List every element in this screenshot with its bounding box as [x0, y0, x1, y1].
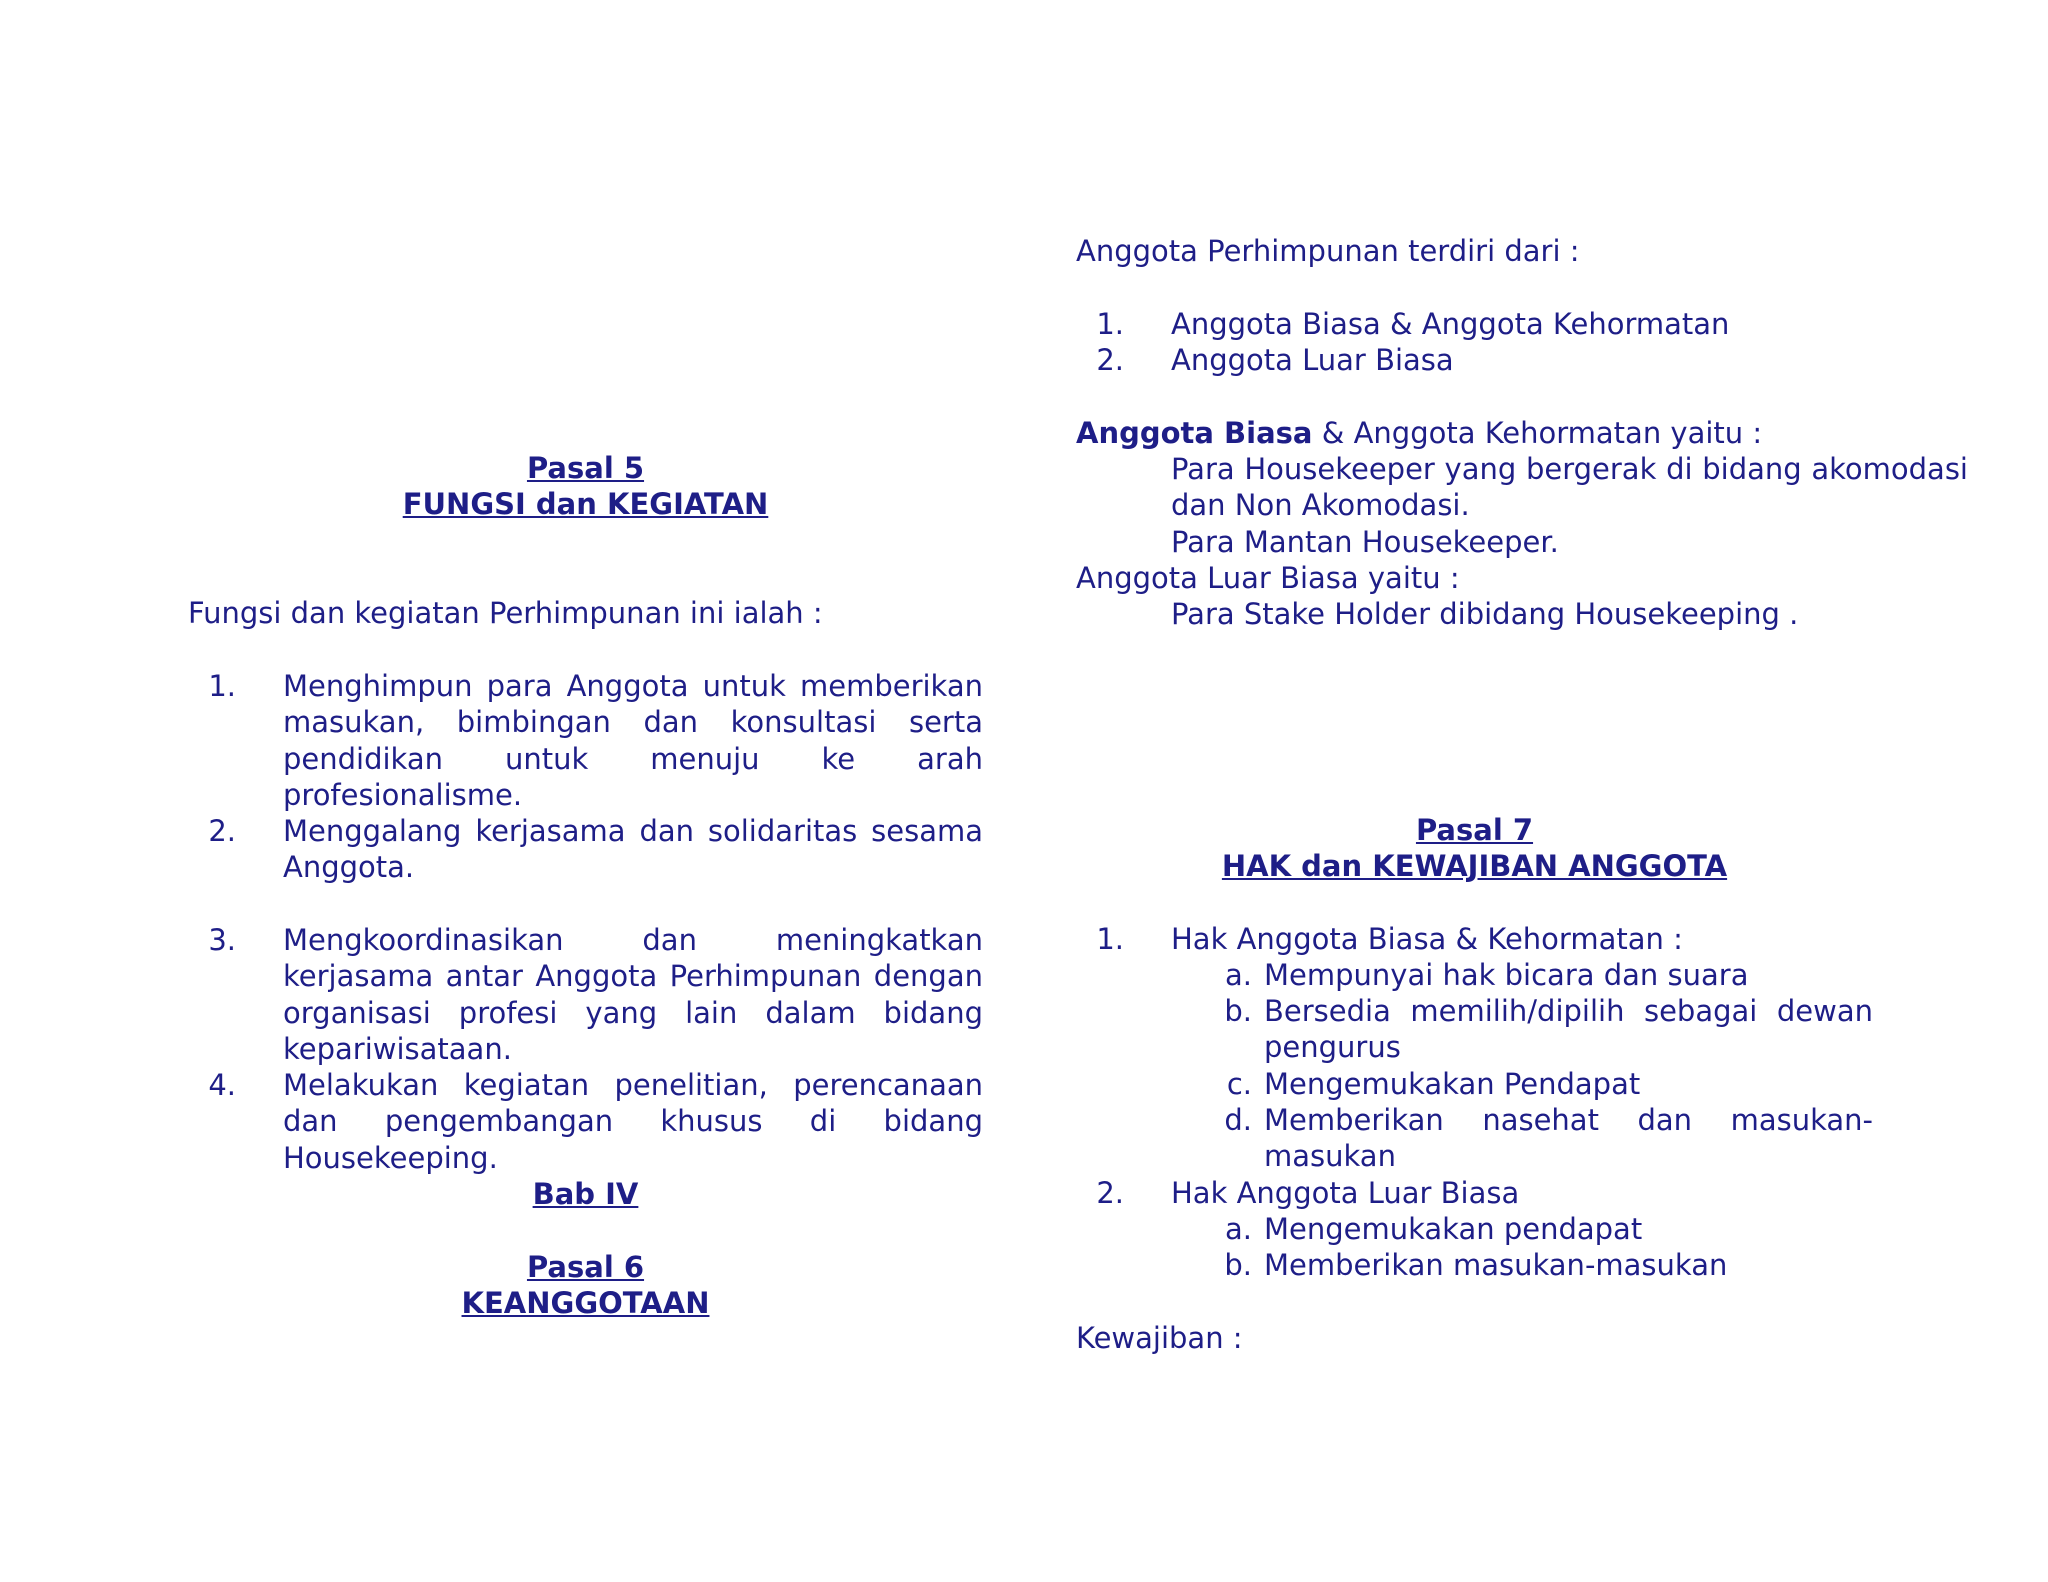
kewajiban-label: Kewajiban :	[1076, 1321, 1243, 1355]
pasal-5-heading	[188, 450, 983, 523]
item-text: Anggota Luar Biasa	[1171, 343, 1454, 377]
anggota-biasa-bold: Anggota Biasa	[1076, 416, 1313, 450]
pasal-6-heading	[188, 1249, 983, 1322]
anggota-biasa-desc-1: Para Housekeeper yang bergerak di bidang akomodasi dan Non Akomodasi.	[1171, 452, 1968, 523]
anggota-intro: Anggota Perhimpunan terdiri dari :	[1076, 234, 1580, 268]
item-text: Melakukan kegiatan penelitian, perencanaan dan pengembangan khusus di bidang Housekeeping.	[283, 1068, 983, 1175]
bab-iv-heading: Bab IV	[532, 1177, 639, 1211]
anggota-biasa-desc-2: Para Mantan Housekeeper.	[1171, 525, 1559, 559]
anggota-luar-biasa-label: Anggota Luar Biasa yaitu :	[1076, 561, 1460, 595]
sub-letter: a.	[1225, 1212, 1252, 1246]
item-text: Menghimpun para Anggota untuk memberikan masukan, bimbingan dan konsultasi serta pendidikan untuk menuju ke arah profesionalisme.	[283, 669, 983, 812]
sub-text: Mengemukakan pendapat	[1264, 1212, 1643, 1246]
fungsi-intro: Fungsi dan kegiatan Perhimpunan ini ialah :	[188, 596, 823, 630]
fungsi-item-2	[188, 813, 983, 886]
fungsi-item-4	[188, 1067, 983, 1176]
hak-2-sub-b	[1076, 1247, 1873, 1283]
anggota-luar-biasa-desc: Para Stake Holder dibidang Housekeeping .	[1171, 597, 1799, 631]
pasal-7-title: Pasal 7	[1415, 813, 1534, 847]
item-number: 1.	[208, 669, 236, 703]
item-number: 2.	[1096, 1176, 1124, 1210]
member-type-1	[1076, 306, 1873, 342]
item-number: 1.	[1096, 307, 1124, 341]
sub-letter: b.	[1224, 1248, 1252, 1282]
sub-text: Mengemukakan Pendapat	[1264, 1067, 1641, 1101]
sub-text: Mempunyai hak bicara dan suara	[1264, 958, 1749, 992]
item-number: 1.	[1096, 922, 1124, 956]
item-text: Hak Anggota Luar Biasa	[1171, 1176, 1520, 1210]
pasal-5-title: Pasal 5	[526, 451, 645, 485]
member-type-2	[1076, 342, 1873, 378]
fungsi-item-3	[188, 922, 983, 1067]
pasal-5-subtitle: FUNGSI dan KEGIATAN	[402, 487, 769, 522]
pasal-6-subtitle: KEANGGOTAAN	[461, 1286, 710, 1321]
fungsi-item-1	[188, 668, 983, 813]
pasal-7-heading	[1076, 812, 1873, 885]
item-text: Anggota Biasa & Anggota Kehormatan	[1171, 307, 1730, 341]
anggota-biasa-label	[1076, 415, 1873, 451]
item-number: 2.	[208, 814, 236, 848]
item-text: Mengkoordinasikan dan meningkatkan kerjasama antar Anggota Perhimpunan dengan organisasi profesi yang lain dalam bidang kepariwisataan.	[283, 923, 983, 1066]
sub-text: Memberikan masukan-masukan	[1264, 1248, 1728, 1282]
item-number: 3.	[208, 923, 236, 957]
hak-item-2	[1076, 1175, 1873, 1211]
item-text: Hak Anggota Biasa & Kehormatan :	[1171, 922, 1683, 956]
sub-text: Memberikan nasehat dan masukan-masukan	[1264, 1103, 1873, 1174]
hak-item-1	[1076, 921, 1873, 957]
hak-1-sub-a	[1076, 957, 1873, 993]
pasal-7-subtitle: HAK dan KEWAJIBAN ANGGOTA	[1221, 849, 1728, 884]
hak-1-sub-c	[1076, 1066, 1873, 1102]
pasal-6-title: Pasal 6	[526, 1250, 645, 1284]
sub-letter: d.	[1224, 1103, 1252, 1137]
item-number: 2.	[1096, 343, 1124, 377]
item-number: 4.	[208, 1068, 236, 1102]
hak-1-sub-d	[1076, 1102, 1873, 1175]
sub-letter: c.	[1226, 1067, 1252, 1101]
sub-text: Bersedia memilih/dipilih sebagai dewan pengurus	[1264, 994, 1873, 1065]
anggota-biasa-rest: & Anggota Kehormatan yaitu :	[1312, 416, 1763, 450]
hak-1-sub-b	[1076, 993, 1873, 1066]
item-text: Menggalang kerjasama dan solidaritas sesama Anggota.	[283, 814, 983, 885]
sub-letter: b.	[1224, 994, 1252, 1028]
hak-2-sub-a	[1076, 1211, 1873, 1247]
sub-letter: a.	[1225, 958, 1252, 992]
